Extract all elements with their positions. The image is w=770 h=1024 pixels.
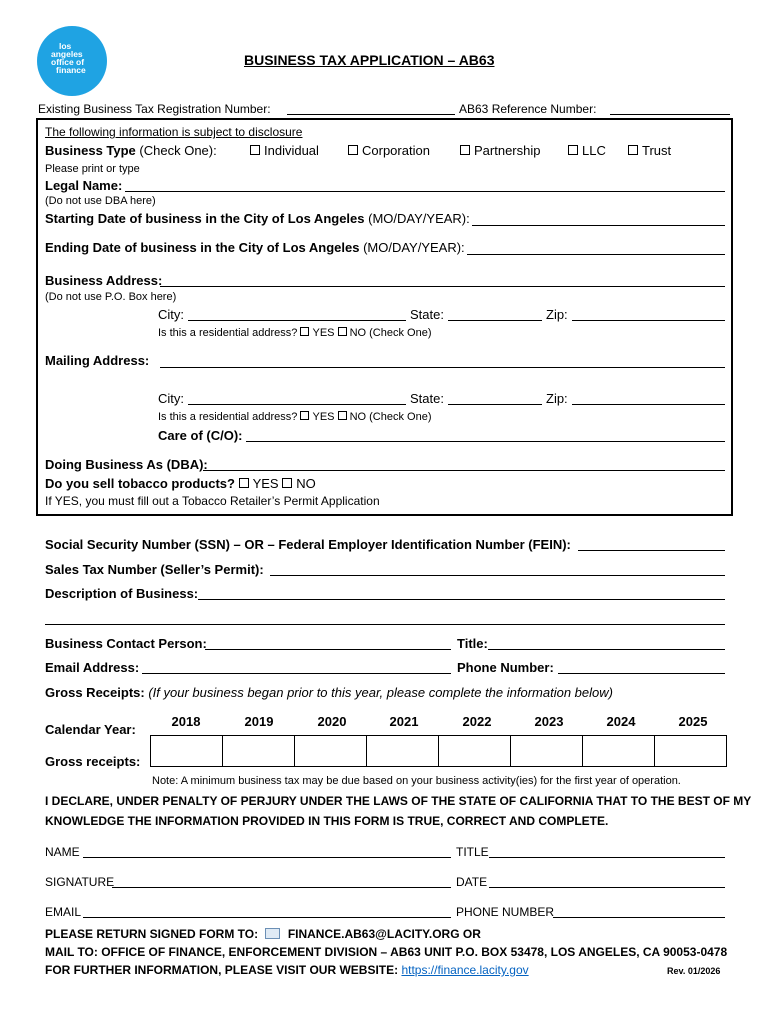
mailing-address-field[interactable] — [160, 367, 725, 368]
start-date-label: Starting Date of business in the City of Los Angeles — [45, 211, 365, 226]
sign-email-field[interactable] — [83, 917, 451, 918]
phone-field[interactable] — [558, 673, 725, 674]
page-title: BUSINESS TAX APPLICATION – AB63 — [244, 52, 495, 68]
description-field-line2[interactable] — [45, 624, 725, 625]
end-date-format: (MO/DAY/YEAR): — [363, 240, 465, 255]
existing-reg-field[interactable] — [287, 114, 455, 115]
signature-field[interactable] — [112, 887, 451, 888]
type-individual-label: Individual — [264, 143, 319, 158]
mail-residential-no-checkbox[interactable] — [338, 411, 347, 420]
gross-2018-cell[interactable] — [151, 736, 223, 767]
type-llc[interactable] — [568, 143, 606, 158]
ab63-ref-label: AB63 Reference Number: — [459, 102, 597, 116]
biz-zip-label: Zip: — [546, 307, 568, 322]
biz-residential-yes-checkbox[interactable] — [300, 327, 309, 336]
email-label: Email Address: — [45, 660, 140, 675]
dba-field[interactable] — [203, 470, 725, 471]
business-address-field[interactable] — [160, 286, 725, 287]
mailing-address-label: Mailing Address: — [45, 353, 150, 368]
end-date-label: Ending Date of business in the City of Los Angeles — [45, 240, 360, 255]
title-field[interactable] — [488, 649, 725, 650]
sales-tax-field[interactable] — [270, 575, 725, 576]
tobacco-question: Do you sell tobacco products? — [45, 476, 235, 491]
start-date-row — [45, 211, 470, 226]
email-field[interactable] — [142, 673, 451, 674]
mail-residential-row — [158, 411, 431, 423]
print-hint: Please print or type — [45, 163, 140, 175]
biz-zip-field[interactable] — [572, 320, 725, 321]
biz-city-field[interactable] — [188, 320, 406, 321]
tobacco-no-checkbox[interactable] — [282, 478, 292, 488]
calendar-year-label: Calendar Year: — [45, 722, 136, 737]
biz-state-field[interactable] — [448, 320, 542, 321]
gross-2020-cell[interactable] — [295, 736, 367, 767]
existing-reg-label: Existing Business Tax Registration Number: — [38, 102, 271, 116]
sign-name-label: NAME — [45, 845, 80, 859]
business-type-hint: (Check One): — [139, 143, 217, 158]
tobacco-no-label: NO — [296, 476, 316, 491]
sign-name-field[interactable] — [83, 857, 451, 858]
email-icon — [265, 928, 280, 939]
tobacco-yes-label: YES — [252, 476, 279, 491]
business-type-row — [45, 143, 217, 158]
gross-2019-cell[interactable] — [223, 736, 295, 767]
website-link[interactable]: https://finance.lacity.gov — [401, 963, 529, 977]
biz-residential-row — [158, 327, 431, 339]
checkbox-individual[interactable] — [250, 145, 260, 155]
legal-name-field[interactable] — [125, 191, 725, 192]
type-individual[interactable] — [250, 143, 319, 158]
logo-text-1: los — [59, 41, 72, 51]
checkbox-corporation[interactable] — [348, 145, 358, 155]
mail-residential-yes-checkbox[interactable] — [300, 411, 309, 420]
care-of-field[interactable] — [246, 441, 725, 442]
start-date-format: (MO/DAY/YEAR): — [368, 211, 470, 226]
gross-receipts-note: (If your business began prior to this year, please complete the information below) — [148, 685, 613, 700]
sign-title-field[interactable] — [489, 857, 725, 858]
mail-residential-no-label: NO — [349, 411, 367, 423]
phone-label: Phone Number: — [457, 660, 554, 675]
no-dba-note: (Do not use DBA here) — [45, 195, 156, 207]
end-date-field[interactable] — [467, 254, 725, 255]
sign-phone-label: PHONE NUMBER — [456, 905, 555, 919]
year-2020: 2020 — [317, 714, 347, 729]
mail-residential-question: Is this a residential address? — [158, 411, 298, 423]
type-partnership-label: Partnership — [474, 143, 541, 158]
minimum-tax-note: Note: A minimum business tax may be due based on your business activity(ies) for the first year of operation. — [152, 775, 681, 787]
mail-city-label: City: — [158, 391, 184, 406]
mail-city-field[interactable] — [188, 404, 406, 405]
gross-2021-cell[interactable] — [367, 736, 439, 767]
logo-text-2: angeles — [51, 49, 83, 59]
type-corporation-label: Corporation — [362, 143, 430, 158]
checkbox-partnership[interactable] — [460, 145, 470, 155]
title-label: Title: — [457, 636, 488, 651]
declaration-line2: KNOWLEDGE THE INFORMATION PROVIDED IN THIS FORM IS TRUE, CORRECT AND COMPLETE. — [45, 814, 609, 828]
info-row — [45, 963, 529, 977]
checkbox-llc[interactable] — [568, 145, 578, 155]
gross-2023-cell[interactable] — [511, 736, 583, 767]
lacity-finance-logo — [37, 26, 107, 96]
ssn-fein-label: Social Security Number (SSN) – OR – Federal Employer Identification Number (FEIN): — [45, 537, 571, 552]
biz-residential-question: Is this a residential address? — [158, 327, 298, 339]
mail-to-line: MAIL TO: OFFICE OF FINANCE, ENFORCEMENT DIVISION – AB63 UNIT P.O. BOX 53478, LOS ANGELES, CA 90053-0478 — [45, 945, 728, 959]
type-trust-label: Trust — [642, 143, 672, 158]
no-po-box-note: (Do not use P.O. Box here) — [45, 291, 177, 303]
type-trust[interactable] — [628, 143, 671, 158]
type-corporation[interactable] — [348, 143, 430, 158]
sign-date-label: DATE — [456, 875, 488, 889]
biz-residential-no-label: NO — [349, 327, 367, 339]
start-date-field[interactable] — [472, 225, 725, 226]
tobacco-note: If YES, you must fill out a Tobacco Retailer’s Permit Application — [45, 494, 380, 508]
sign-phone-field[interactable] — [553, 917, 725, 918]
year-2021: 2021 — [389, 714, 419, 729]
logo-text-3: office of — [51, 57, 85, 67]
tobacco-yes-checkbox[interactable] — [239, 478, 249, 488]
checkbox-trust[interactable] — [628, 145, 638, 155]
biz-state-label: State: — [410, 307, 444, 322]
revision-date: Rev. 01/2026 — [667, 966, 721, 976]
sign-date-field[interactable] — [489, 887, 725, 888]
year-2019: 2019 — [244, 714, 274, 729]
website-label: FOR FURTHER INFORMATION, PLEASE VISIT OUR WEBSITE: — [45, 963, 399, 977]
type-partnership[interactable] — [460, 143, 540, 158]
dba-label: Doing Business As (DBA): — [45, 457, 208, 472]
year-2024: 2024 — [606, 714, 636, 729]
gross-receipts-label: Gross Receipts: — [45, 685, 145, 700]
return-email: FINANCE.AB63@LACITY.ORG OR — [287, 927, 481, 941]
description-label: Description of Business: — [45, 586, 199, 601]
gross-2024-cell[interactable] — [583, 736, 655, 767]
tobacco-row — [45, 476, 316, 491]
return-label: PLEASE RETURN SIGNED FORM TO: — [45, 927, 259, 941]
biz-residential-no-checkbox[interactable] — [338, 327, 347, 336]
mail-zip-label: Zip: — [546, 391, 568, 406]
gross-2025-cell[interactable] — [655, 736, 727, 767]
mail-residential-hint: (Check One) — [369, 411, 432, 423]
year-2022: 2022 — [462, 714, 492, 729]
care-of-label: Care of (C/O): — [158, 428, 243, 443]
mail-residential-yes-label: YES — [312, 411, 335, 423]
business-type-label: Business Type — [45, 143, 136, 158]
declaration-line1: I DECLARE, UNDER PENALTY OF PERJURY UNDER THE LAWS OF THE STATE OF CALIFORNIA THAT TO THE BEST OF MY — [45, 794, 752, 808]
type-llc-label: LLC — [582, 143, 606, 158]
year-2025: 2025 — [678, 714, 708, 729]
signature-label: SIGNATURE — [45, 875, 115, 889]
business-address-label: Business Address: — [45, 273, 163, 288]
contact-field[interactable] — [205, 649, 451, 650]
sales-tax-label: Sales Tax Number (Seller’s Permit): — [45, 562, 264, 577]
gross-receipts-row-label: Gross receipts: — [45, 754, 141, 769]
end-date-row — [45, 240, 465, 255]
biz-residential-yes-label: YES — [312, 327, 335, 339]
description-field[interactable] — [198, 599, 725, 600]
mail-zip-field[interactable] — [572, 404, 725, 405]
year-2018: 2018 — [171, 714, 201, 729]
gross-receipts-table — [150, 735, 727, 767]
return-row — [45, 927, 481, 941]
ab63-ref-field[interactable] — [610, 114, 730, 115]
gross-2022-cell[interactable] — [439, 736, 511, 767]
biz-city-label: City: — [158, 307, 184, 322]
logo-text-4: finance — [56, 65, 86, 75]
year-2023: 2023 — [534, 714, 564, 729]
mail-state-label: State: — [410, 391, 444, 406]
biz-residential-hint: (Check One) — [369, 327, 432, 339]
gross-receipts-row — [45, 685, 613, 700]
contact-label: Business Contact Person: — [45, 636, 207, 651]
mail-state-field[interactable] — [448, 404, 542, 405]
ssn-fein-field[interactable] — [578, 550, 725, 551]
sign-email-label: EMAIL — [45, 905, 82, 919]
disclosure-note: The following information is subject to disclosure — [45, 125, 303, 139]
legal-name-label: Legal Name: — [45, 178, 123, 193]
sign-title-label: TITLE — [456, 845, 489, 859]
